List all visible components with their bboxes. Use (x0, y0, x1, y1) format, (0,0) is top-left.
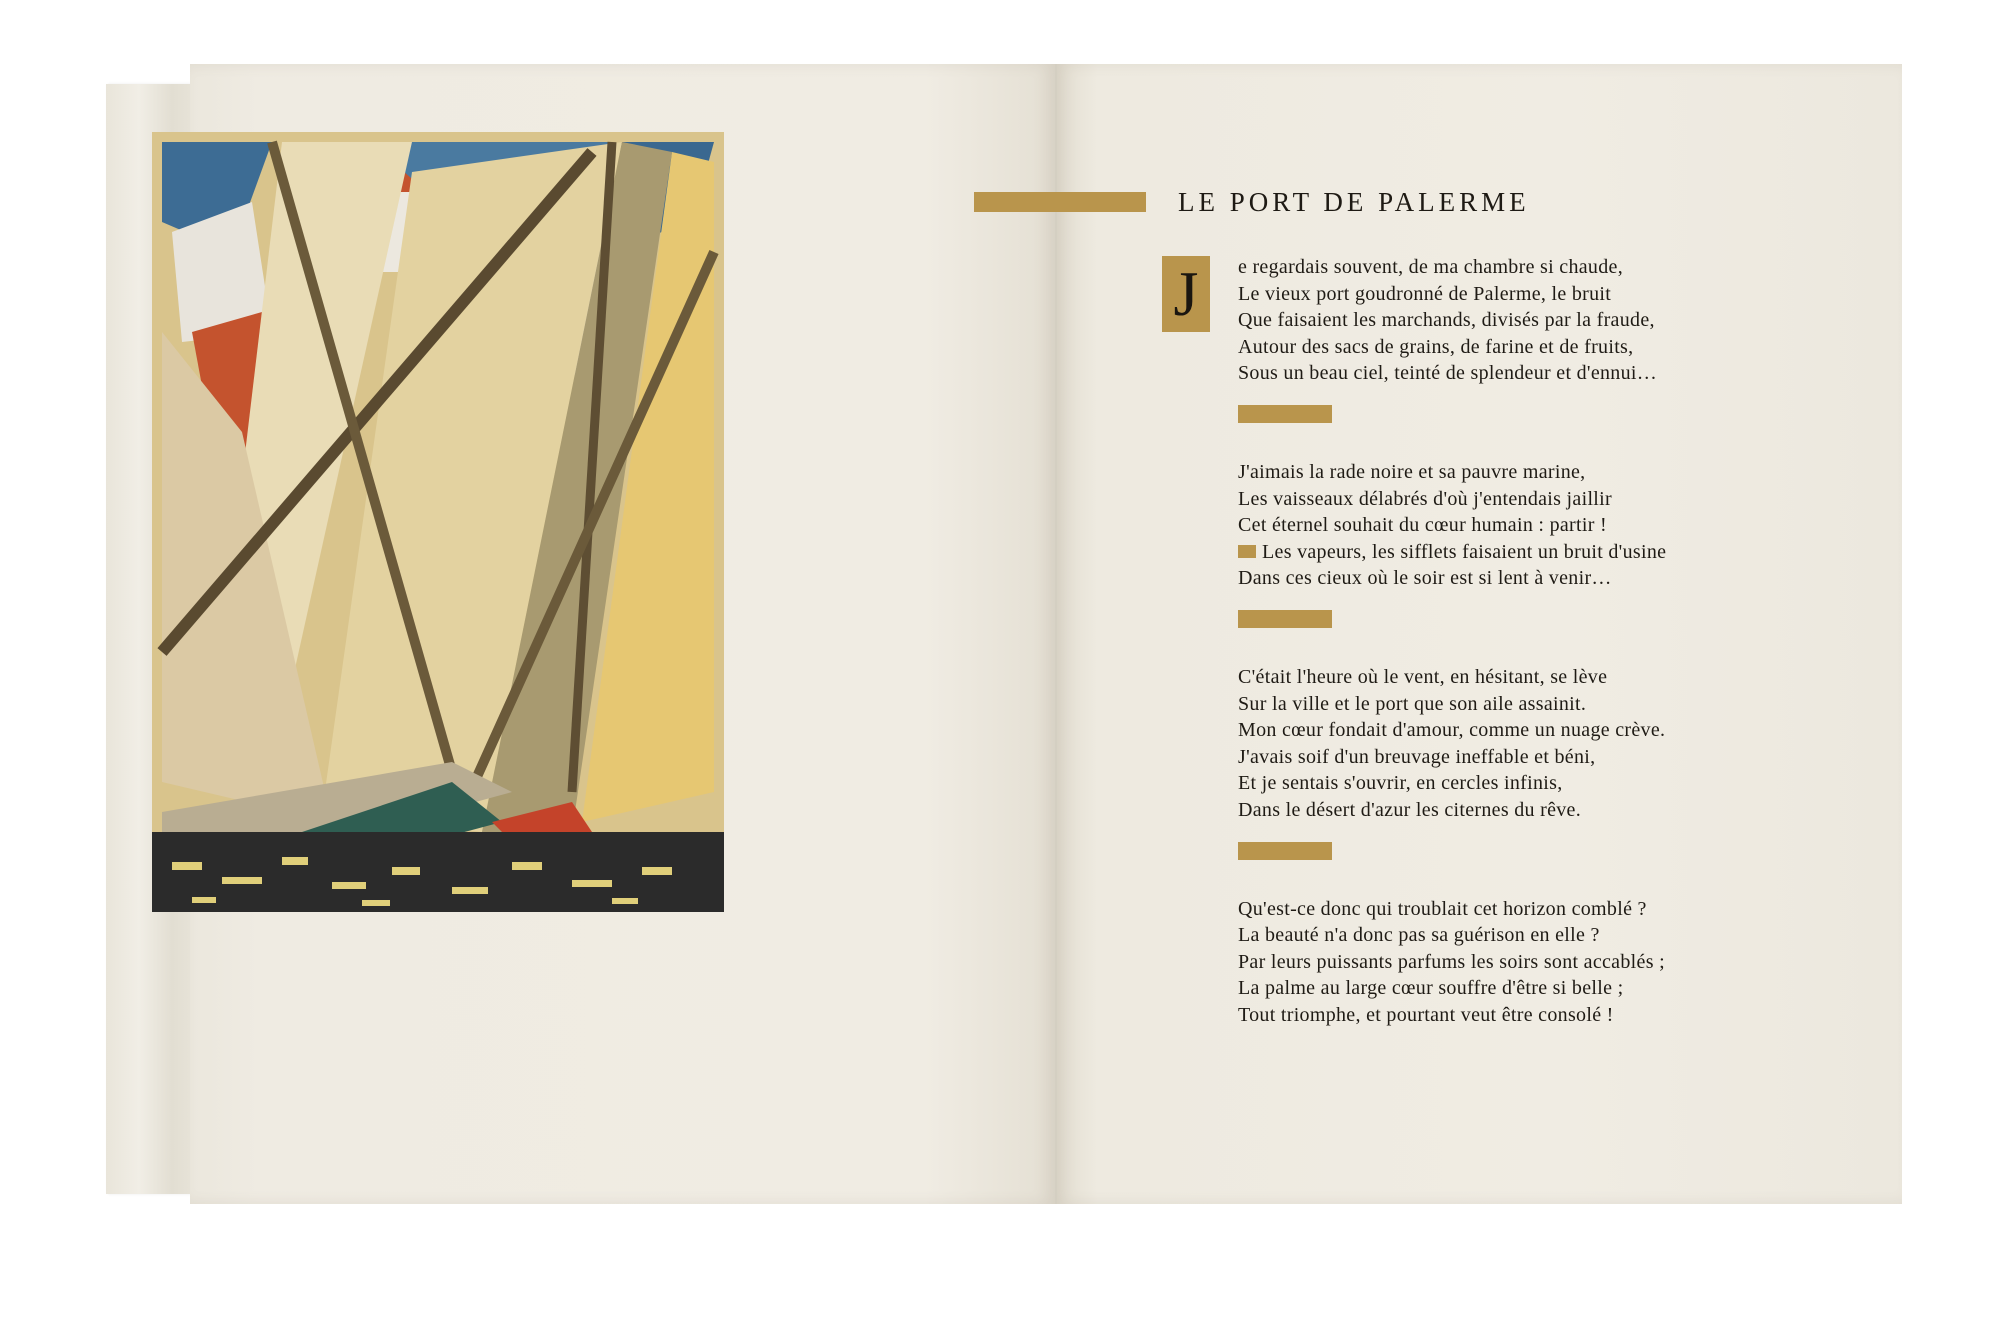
poem-line: J'avais soif d'un breuvage ineffable et béni, (1238, 745, 1596, 768)
poem-line: Dans ces cieux où le soir est si lent à venir… (1238, 567, 1612, 590)
poem-line-with-mark (1238, 539, 1758, 566)
poem-line: Autour des sacs de grains, de farine et de fruits, (1238, 335, 1634, 358)
poem-body (1238, 254, 1758, 1028)
poem-title: LE PORT DE PALERME (1178, 186, 1530, 217)
poem-line: C'était l'heure où le vent, en hésitant, se lève (1238, 665, 1608, 688)
poem-line: J'aimais la rade noire et sa pauvre marine, (1238, 460, 1586, 483)
drop-cap (1162, 256, 1210, 332)
drop-cap-letter: J (1173, 258, 1199, 329)
dark-water (152, 832, 724, 912)
poem-line: e regardais souvent, de ma chambre si chaude, (1238, 256, 1624, 278)
poem-line: Sous un beau ciel, teinté de splendeur et d'ennui… (1238, 362, 1658, 385)
poem-line: La beauté n'a donc pas sa guérison en elle ? (1238, 924, 1600, 947)
poem-line: Le vieux port goudronné de Palerme, le bruit (1238, 282, 1612, 305)
poem-line: Que faisaient les marchands, divisés par la fraude, (1238, 309, 1655, 332)
stanza-divider (1238, 610, 1332, 628)
stanza-1 (1238, 254, 1758, 387)
poem-line: Cet éternel souhait du cœur humain : partir ! (1238, 514, 1607, 537)
stanza-3 (1238, 664, 1758, 824)
poem-line: Mon cœur fondait d'amour, comme un nuage crève. (1238, 719, 1666, 742)
poem-line: Dans le désert d'azur les citernes du rêve. (1238, 798, 1582, 821)
harbor-sails-illustration (152, 132, 724, 912)
inline-ornament (1238, 545, 1256, 558)
title-ornament-bar (974, 192, 1146, 212)
poem-title-row (974, 182, 1530, 222)
poem-line: Les vapeurs, les sifflets faisaient un bruit d'usine (1262, 540, 1667, 563)
poem-line: Tout triomphe, et pourtant veut être consolé ! (1238, 1003, 1614, 1026)
poem-line: Les vaisseaux délabrés d'où j'entendais jaillir (1238, 487, 1612, 510)
woodcut-image (152, 132, 724, 912)
poem-line: Qu'est-ce donc qui troublait cet horizon comblé ? (1238, 897, 1647, 920)
stanza-2 (1238, 459, 1758, 592)
stanza-divider (1238, 405, 1332, 423)
poem-line: Par leurs puissants parfums les soirs sont accablés ; (1238, 950, 1665, 973)
book-gutter (1055, 64, 1057, 1204)
stanza-divider (1238, 842, 1332, 860)
poem-line: Sur la ville et le port que son aile assainit. (1238, 692, 1587, 715)
poem-line: La palme au large cœur souffre d'être si belle ; (1238, 977, 1624, 1000)
poem-line: Et je sentais s'ouvrir, en cercles infinis, (1238, 772, 1563, 795)
stanza-4 (1238, 896, 1758, 1029)
